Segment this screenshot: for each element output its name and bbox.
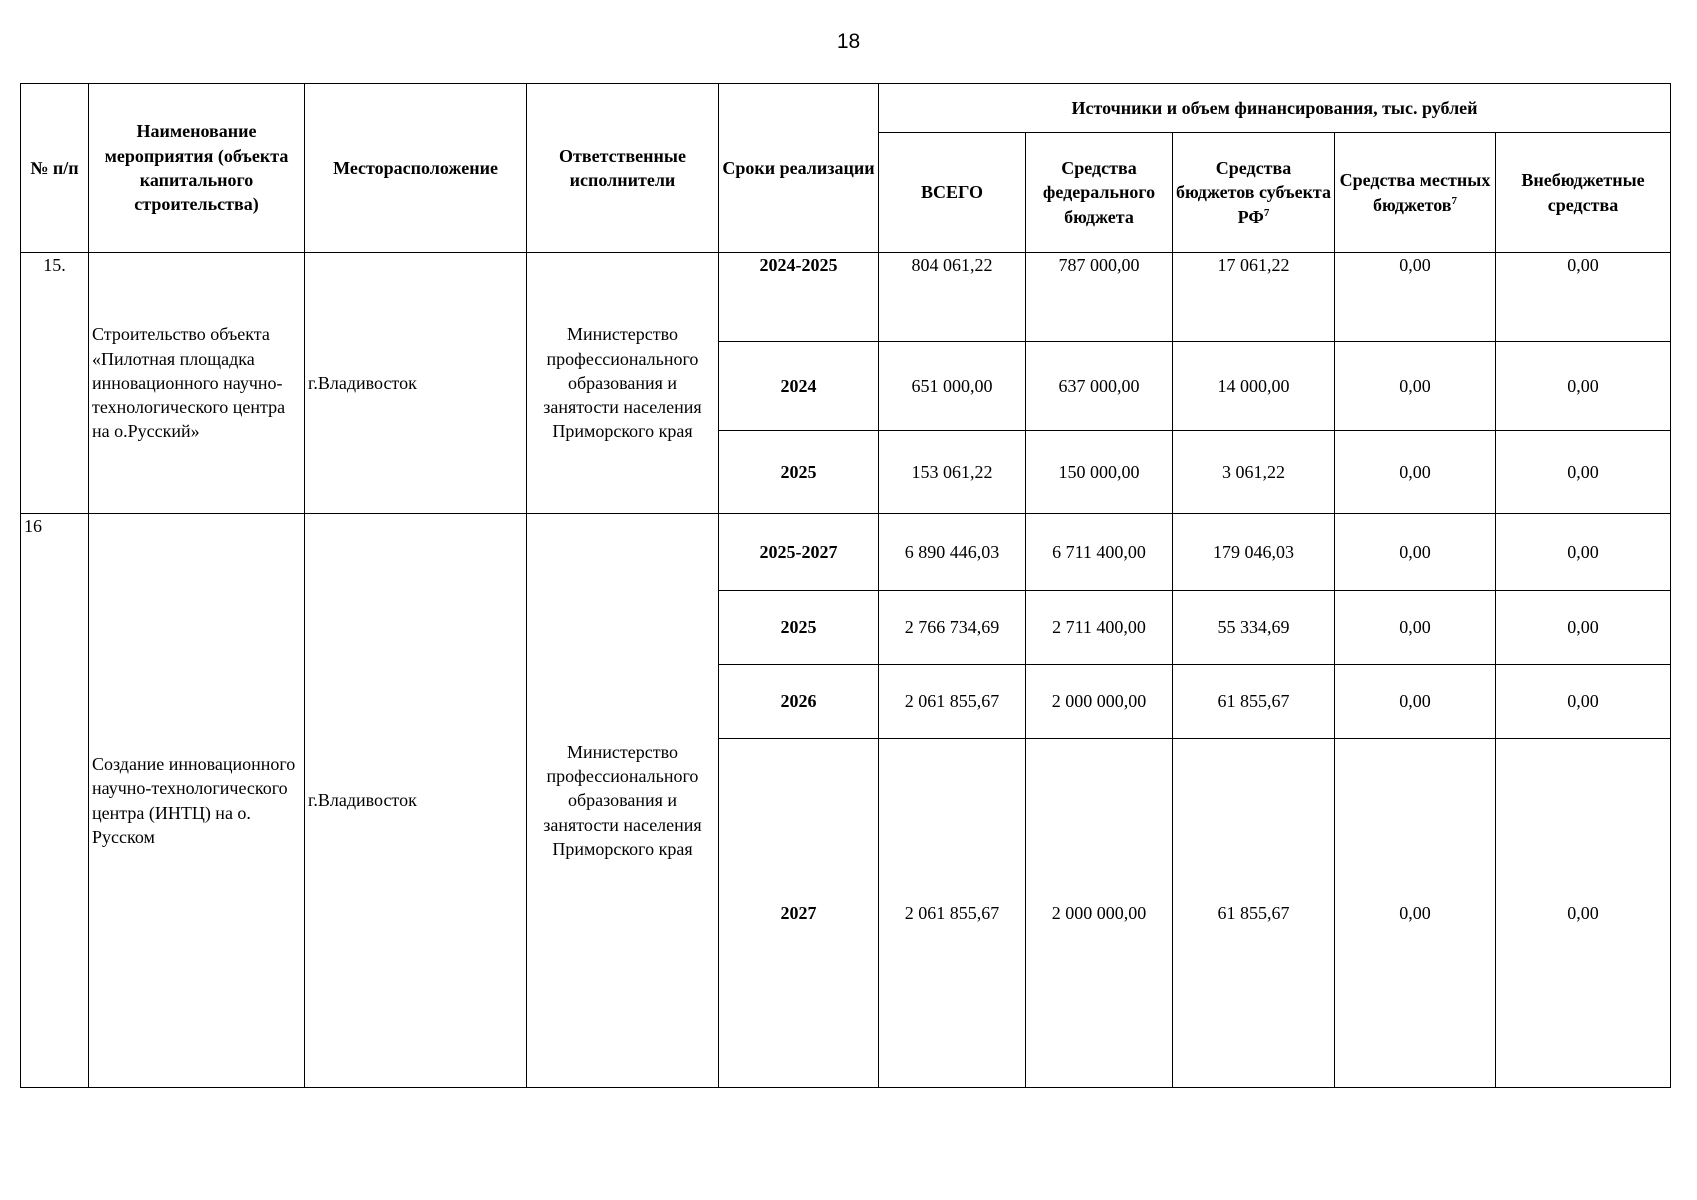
subject-cell: 55 334,69 — [1173, 591, 1335, 665]
header-local-footnote: 7 — [1451, 194, 1457, 207]
total-cell: 651 000,00 — [879, 342, 1026, 431]
header-location: Месторасположение — [305, 84, 527, 253]
table-row — [21, 514, 1671, 591]
local-cell: 0,00 — [1335, 431, 1496, 514]
offbudget-cell: 0,00 — [1496, 342, 1671, 431]
offbudget-cell: 0,00 — [1496, 253, 1671, 342]
local-cell: 0,00 — [1335, 739, 1496, 1088]
period-cell: 2025 — [719, 431, 879, 514]
item-number: 15. — [21, 253, 89, 514]
subject-cell: 3 061,22 — [1173, 431, 1335, 514]
subject-cell: 179 046,03 — [1173, 514, 1335, 591]
item-responsible: Министерство профессионального образования и занятости населения Приморского края — [527, 514, 719, 1088]
subject-cell: 14 000,00 — [1173, 342, 1335, 431]
offbudget-cell: 0,00 — [1496, 591, 1671, 665]
header-responsible: Ответственные исполнители — [527, 84, 719, 253]
header-subject-text: Средства бюджетов субъекта РФ — [1176, 158, 1331, 227]
federal-cell: 2 711 400,00 — [1026, 591, 1173, 665]
period-cell: 2025 — [719, 591, 879, 665]
total-cell: 804 061,22 — [879, 253, 1026, 342]
federal-cell: 2 000 000,00 — [1026, 739, 1173, 1088]
total-cell: 153 061,22 — [879, 431, 1026, 514]
item-location: г.Владивосток — [305, 514, 527, 1088]
offbudget-cell: 0,00 — [1496, 739, 1671, 1088]
table-row — [21, 253, 1671, 342]
federal-cell: 6 711 400,00 — [1026, 514, 1173, 591]
header-local — [1335, 133, 1496, 253]
period-cell: 2025-2027 — [719, 514, 879, 591]
total-cell: 6 890 446,03 — [879, 514, 1026, 591]
header-federal: Средства федерального бюджета — [1026, 133, 1173, 253]
period-cell: 2027 — [719, 739, 879, 1088]
item-name: Создание инновационного научно-технологического центра (ИНТЦ) на о. Русском — [89, 514, 305, 1088]
header-num: № п/п — [21, 84, 89, 253]
federal-cell: 637 000,00 — [1026, 342, 1173, 431]
subject-cell: 61 855,67 — [1173, 665, 1335, 739]
header-period: Сроки реализации — [719, 84, 879, 253]
item-location: г.Владивосток — [305, 253, 527, 514]
item-name: Строительство объекта «Пилотная площадка инновационного научно-технологического центра на о.Русский» — [89, 253, 305, 514]
local-cell: 0,00 — [1335, 253, 1496, 342]
offbudget-cell: 0,00 — [1496, 665, 1671, 739]
subject-cell: 17 061,22 — [1173, 253, 1335, 342]
total-cell: 2 061 855,67 — [879, 665, 1026, 739]
total-cell: 2 766 734,69 — [879, 591, 1026, 665]
period-cell: 2024-2025 — [719, 253, 879, 342]
local-cell: 0,00 — [1335, 665, 1496, 739]
period-cell: 2024 — [719, 342, 879, 431]
financing-table — [20, 83, 1671, 1088]
header-row-1 — [21, 84, 1671, 133]
offbudget-cell: 0,00 — [1496, 514, 1671, 591]
federal-cell: 787 000,00 — [1026, 253, 1173, 342]
header-sources: Источники и объем финансирования, тыс. рублей — [879, 84, 1671, 133]
local-cell: 0,00 — [1335, 342, 1496, 431]
federal-cell: 2 000 000,00 — [1026, 665, 1173, 739]
federal-cell: 150 000,00 — [1026, 431, 1173, 514]
header-name: Наименование мероприятия (объекта капитального строительства) — [89, 84, 305, 253]
local-cell: 0,00 — [1335, 514, 1496, 591]
total-cell: 2 061 855,67 — [879, 739, 1026, 1088]
period-cell: 2026 — [719, 665, 879, 739]
offbudget-cell: 0,00 — [1496, 431, 1671, 514]
local-cell: 0,00 — [1335, 591, 1496, 665]
header-subject — [1173, 133, 1335, 253]
page-number: 18 — [836, 30, 861, 53]
item-number: 16 — [21, 514, 89, 1088]
subject-cell: 61 855,67 — [1173, 739, 1335, 1088]
header-subject-footnote: 7 — [1263, 206, 1270, 219]
header-local-text: Средства местных бюджетов — [1339, 170, 1491, 215]
item-responsible: Министерство профессионального образования и занятости населения Приморского края — [527, 253, 719, 514]
header-total: ВСЕГО — [879, 133, 1026, 253]
header-offbudget: Внебюджетные средства — [1496, 133, 1671, 253]
